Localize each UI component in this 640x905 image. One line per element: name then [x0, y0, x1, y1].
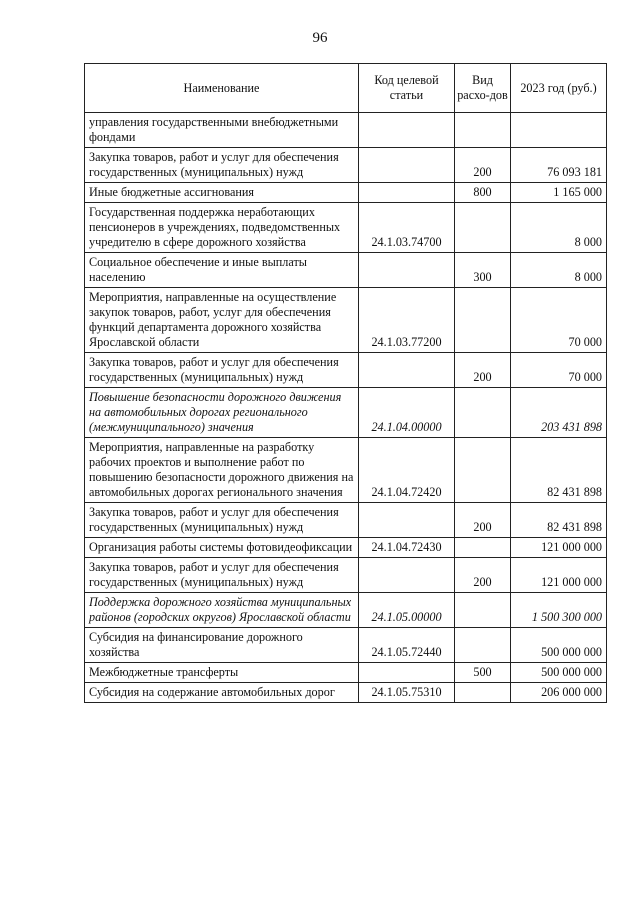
amount-cell	[511, 113, 607, 148]
table-row	[85, 593, 607, 628]
amount-cell: 206 000 000	[511, 683, 607, 703]
name-cell: Государственная поддержка неработающих пенсионеров в учреждениях, подведомственных учредителю в сфере дорожного хозяйства	[85, 203, 359, 253]
amount-cell: 203 431 898	[511, 388, 607, 438]
name-cell: управления государственными внебюджетными фондами	[85, 113, 359, 148]
code-cell: 24.1.05.00000	[359, 593, 455, 628]
amount-cell: 76 093 181	[511, 148, 607, 183]
amount-cell: 500 000 000	[511, 628, 607, 663]
kind-cell: 200	[455, 353, 511, 388]
header-name: Наименование	[85, 64, 359, 113]
kind-cell	[455, 628, 511, 663]
amount-cell: 8 000	[511, 253, 607, 288]
name-cell: Поддержка дорожного хозяйства муниципальных районов (городских округов) Ярославской области	[85, 593, 359, 628]
header-amount: 2023 год (руб.)	[511, 64, 607, 113]
name-cell: Мероприятия, направленные на разработку рабочих проектов и выполнение работ по повышению безопасности дорожного движения на автомобильных дорогах регионального значения	[85, 438, 359, 503]
table-row	[85, 663, 607, 683]
table-row	[85, 353, 607, 388]
name-cell: Закупка товаров, работ и услуг для обеспечения государственных (муниципальных) нужд	[85, 353, 359, 388]
kind-cell	[455, 438, 511, 503]
amount-cell: 70 000	[511, 353, 607, 388]
name-cell: Мероприятия, направленные на осуществление закупок товаров, работ, услуг для обеспечения функций департамента дорожного хозяйства Ярославской области	[85, 288, 359, 353]
code-cell: 24.1.05.75310	[359, 683, 455, 703]
name-cell: Закупка товаров, работ и услуг для обеспечения государственных (муниципальных) нужд	[85, 558, 359, 593]
amount-cell: 70 000	[511, 288, 607, 353]
code-cell: 24.1.04.72420	[359, 438, 455, 503]
table-header	[85, 64, 607, 113]
amount-cell: 8 000	[511, 203, 607, 253]
code-cell	[359, 353, 455, 388]
kind-cell: 800	[455, 183, 511, 203]
code-cell: 24.1.04.72430	[359, 538, 455, 558]
name-cell: Субсидия на финансирование дорожного хозяйства	[85, 628, 359, 663]
kind-cell	[455, 288, 511, 353]
code-cell	[359, 663, 455, 683]
kind-cell: 300	[455, 253, 511, 288]
amount-cell: 82 431 898	[511, 438, 607, 503]
name-cell: Закупка товаров, работ и услуг для обеспечения государственных (муниципальных) нужд	[85, 503, 359, 538]
code-cell	[359, 253, 455, 288]
table-row	[85, 388, 607, 438]
table-row	[85, 438, 607, 503]
page-number: 96	[312, 30, 328, 46]
table-body	[85, 113, 607, 703]
code-cell	[359, 148, 455, 183]
name-cell: Межбюджетные трансферты	[85, 663, 359, 683]
code-cell: 24.1.03.74700	[359, 203, 455, 253]
kind-cell: 500	[455, 663, 511, 683]
kind-cell	[455, 388, 511, 438]
name-cell: Субсидия на содержание автомобильных дорог	[85, 683, 359, 703]
table-row	[85, 628, 607, 663]
header-kind: Вид расхо-дов	[455, 64, 511, 113]
kind-cell	[455, 113, 511, 148]
table-row	[85, 113, 607, 148]
table-row	[85, 558, 607, 593]
amount-cell: 121 000 000	[511, 558, 607, 593]
amount-cell: 1 500 300 000	[511, 593, 607, 628]
header-code: Код целевой статьи	[359, 64, 455, 113]
code-cell: 24.1.05.72440	[359, 628, 455, 663]
budget-table	[84, 63, 607, 703]
kind-cell: 200	[455, 148, 511, 183]
table-row	[85, 203, 607, 253]
kind-cell: 200	[455, 503, 511, 538]
header-row	[85, 64, 607, 113]
code-cell	[359, 183, 455, 203]
name-cell: Социальное обеспечение и иные выплаты населению	[85, 253, 359, 288]
kind-cell	[455, 538, 511, 558]
table-row	[85, 288, 607, 353]
table-row	[85, 253, 607, 288]
table-row	[85, 538, 607, 558]
kind-cell: 200	[455, 558, 511, 593]
code-cell	[359, 113, 455, 148]
amount-cell: 1 165 000	[511, 183, 607, 203]
amount-cell: 121 000 000	[511, 538, 607, 558]
code-cell	[359, 558, 455, 593]
name-cell: Повышение безопасности дорожного движения на автомобильных дорогах регионального (межмуниципального) значения	[85, 388, 359, 438]
name-cell: Иные бюджетные ассигнования	[85, 183, 359, 203]
code-cell	[359, 503, 455, 538]
table-row	[85, 148, 607, 183]
table-row	[85, 683, 607, 703]
code-cell: 24.1.04.00000	[359, 388, 455, 438]
amount-cell: 82 431 898	[511, 503, 607, 538]
kind-cell	[455, 593, 511, 628]
name-cell: Закупка товаров, работ и услуг для обеспечения государственных (муниципальных) нужд	[85, 148, 359, 183]
kind-cell	[455, 683, 511, 703]
amount-cell: 500 000 000	[511, 663, 607, 683]
code-cell: 24.1.03.77200	[359, 288, 455, 353]
table-row	[85, 503, 607, 538]
name-cell: Организация работы системы фотовидеофиксации	[85, 538, 359, 558]
kind-cell	[455, 203, 511, 253]
table-row	[85, 183, 607, 203]
